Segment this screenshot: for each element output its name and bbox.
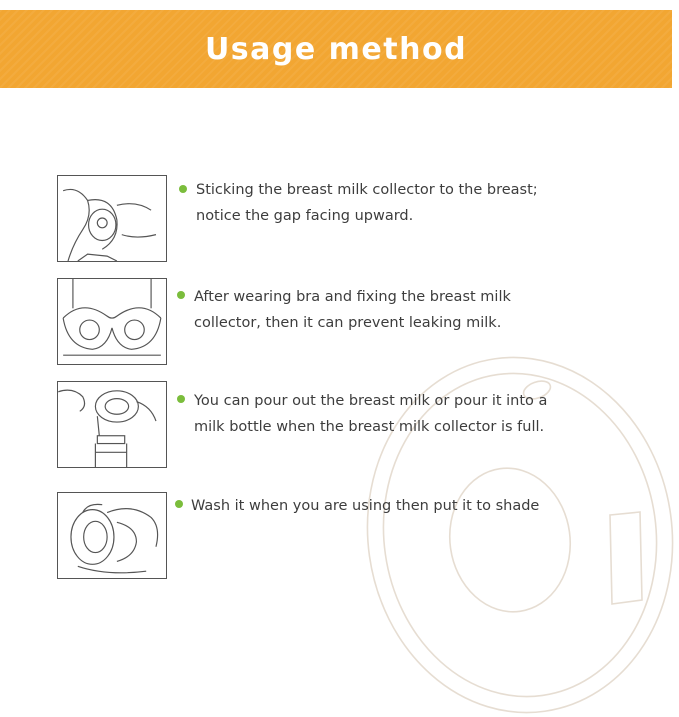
step-1-line-2: notice the gap facing upward. [196,208,414,224]
step-2-line-2: collector, then it can prevent leaking milk. [194,315,502,331]
step-4-line-1: Wash it when you are using then put it to shade [191,498,540,514]
step-4-text [191,493,539,519]
washing-collector-illustration [57,492,167,579]
step-3-bullet-icon [177,395,185,403]
header-banner [0,10,672,88]
step-3-line-2: milk bottle when the breast milk collector is full. [194,419,545,435]
step-2-bullet-icon [177,291,185,299]
step-4-bullet-icon [175,500,183,508]
step-1-bullet-icon [179,185,187,193]
step-1-line-1: Sticking the breast milk collector to the breast; [196,182,538,198]
step-2-line-1: After wearing bra and fixing the breast milk [194,289,511,305]
collector-on-breast-illustration [57,175,167,262]
pour-into-bottle-illustration [57,381,167,468]
bra-with-collector-illustration [57,278,167,365]
step-2-text [194,284,511,336]
page-title: Usage method [204,31,468,67]
step-3-text [194,388,547,440]
step-1-text [196,177,538,229]
step-3-line-1: You can pour out the breast milk or pour it into a [194,393,548,409]
